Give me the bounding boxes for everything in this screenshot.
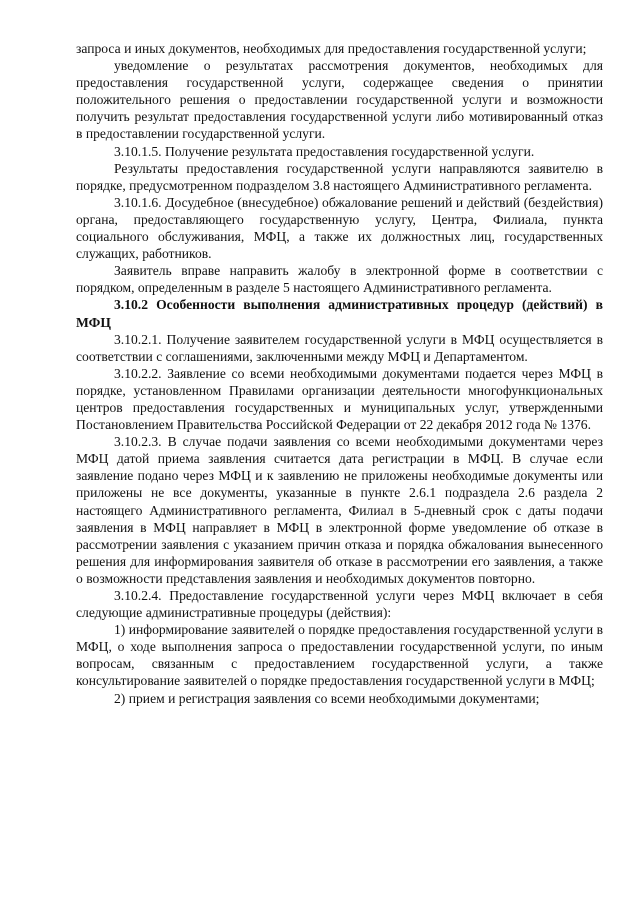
paragraph-3-10-1-5: 3.10.1.5. Получение результата предоставления государственной услуги.: [114, 143, 535, 159]
paragraph-request-docs-end: запроса и иных документов, необходимых для предоставления государственной услуги;: [76, 41, 587, 56]
paragraph-3-10-1-6: 3.10.1.6. Досудебное (внесудебное) обжалование решений и действий (бездействия) органа, предоставляющего государственную услугу, Центра, Филиала, пункта социального обслуживания, МФЦ, а также их должностных лиц, государственных служащих, работников.: [76, 194, 603, 262]
paragraph-3-10-2-3: 3.10.2.3. В случае подачи заявления со всеми необходимыми документами через МФЦ датой приема заявления считается дата регистрации в МФЦ. В случае если заявление подано через МФЦ и к заявлению не приложены необходимые документы или приложены не все документы, указанные в пункте 2.6.1 подраздела 2.6 раздела 2 настоящего Административного регламента, Филиал в 5-дневный срок с даты подачи заявления в МФЦ направляет в МФЦ в электронной форме уведомление об отказе в рассмотрении заявления с указанием причин отказа и порядка обжалования вынесенного решения для информирования заявителя об отказе в рассмотрении его заявления, а также о возможности представления заявления и необходимых документов повторно.: [76, 434, 603, 586]
paragraph-complaint-electronic: Заявитель вправе направить жалобу в электронной форме в соответствии с порядком, определенным в разделе 5 настоящего Административного регламента.: [76, 263, 603, 296]
paragraph-3-10-2-4: 3.10.2.4. Предоставление государственной услуги через МФЦ включает в себя следующие административные процедуры (действия):: [76, 588, 603, 621]
section-heading-3-10-2: 3.10.2 Особенности выполнения административных процедур (действий) в МФЦ: [76, 297, 603, 330]
paragraph-3-10-2-2: 3.10.2.2. Заявление со всеми необходимыми документами подается через МФЦ в порядке, установленном Правилами организации деятельности многофункциональных центров предоставления государственных и муниципальных услуг, утвержденными Постановлением Правительства Российской Федерации от 22 декабря 2012 года № 1376.: [76, 365, 603, 433]
list-item-1-informing: 1) информирование заявителей о порядке предоставления государственной услуги в МФЦ, о ходе выполнения запроса о предоставлении государственной услуги, по иным вопросам, связанным с предоставлением государственной услуги, а также консультирование заявителей о порядке предоставления государственной услуги в МФЦ;: [76, 622, 603, 689]
paragraph-results-sent: Результаты предоставления государственной услуги направляются заявителю в порядке, предусмотренном подразделом 3.8 настоящего Административного регламента.: [76, 160, 603, 193]
paragraph-notification-results: уведомление о результатах рассмотрения документов, необходимых для предоставления государственной услуги, содержащее сведения о принятии положительного решения о предоставлении государственной услуги и возможности получить результат предоставления государственной услуги либо мотивированный отказ в предоставлении государственной услуги.: [76, 58, 603, 142]
document-page: [76, 40, 603, 707]
list-item-2-registration: 2) прием и регистрация заявления со всеми необходимыми документами;: [114, 690, 540, 706]
paragraph-3-10-2-1: 3.10.2.1. Получение заявителем государственной услуги в МФЦ осуществляется в соответствии с соглашениями, заключенными между МФЦ и Департаментом.: [76, 331, 603, 364]
